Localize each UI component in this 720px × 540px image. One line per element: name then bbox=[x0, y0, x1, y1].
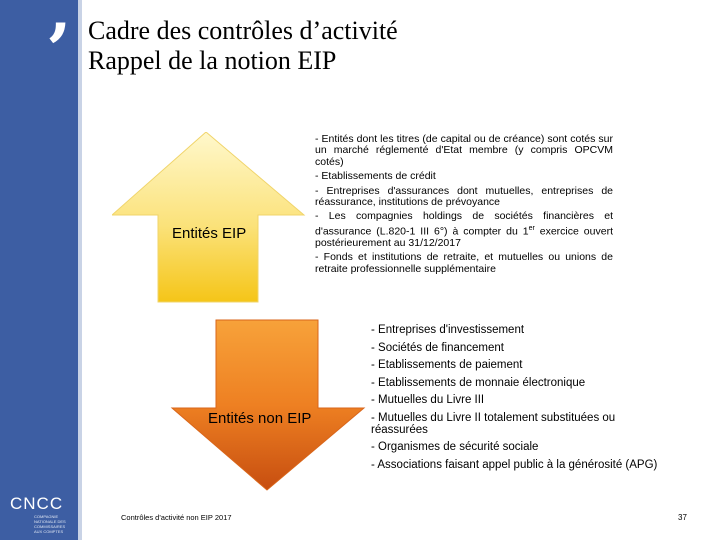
non-eip-list-item: - Entreprises d'investissement bbox=[371, 324, 525, 336]
eip-item-text: - Etablissements de crédit bbox=[315, 170, 436, 183]
logo-subtext: COMPAGNIE NATIONALE DES COMMISSAIRES AUX COMPTES bbox=[34, 514, 66, 534]
eip-item-text: - Fonds et institutions de retraite, et mutuelles ou unions de retraite professionnelle supplémentaire bbox=[315, 251, 613, 275]
eip-item-text-cont: exercice ouvert postérieurement au 31/12/2017 bbox=[315, 225, 613, 249]
sidebar-accent-strip bbox=[78, 0, 82, 540]
eip-list-item bbox=[315, 171, 613, 182]
down-arrow-label: Entités non EIP bbox=[208, 410, 312, 427]
non-eip-list-item: - Sociétés de financement bbox=[371, 341, 504, 354]
eip-item-text: - Entités dont les titres (de capital ou de créance) sont cotés sur un marché réglementé d'Etat membre (y compris OPCVM cotés) bbox=[315, 133, 613, 168]
cncc-logo bbox=[6, 494, 72, 534]
eip-item-text: - Entreprises d'assurances dont mutuelles, entreprises de réassurance, institutions de prévoyance bbox=[315, 184, 613, 209]
up-arrow-label: Entités EIP bbox=[172, 225, 247, 242]
title-line-1: Cadre des contrôles d’activité bbox=[88, 16, 398, 45]
eip-item-text: - Les compagnies holdings de sociétés financières et d'assurance (L.820-1 III 6°) à compter du 1 bbox=[315, 210, 613, 238]
eip-item-superscript: er bbox=[528, 224, 535, 232]
non-eip-list-item: - Mutuelles du Livre III bbox=[371, 394, 485, 406]
slide-title bbox=[88, 16, 398, 76]
down-arrow-icon bbox=[170, 318, 366, 492]
non-eip-list-item: - Organismes de sécurité sociale bbox=[371, 441, 539, 453]
footer-text: Contrôles d'activité non EIP 2017 bbox=[121, 513, 232, 522]
non-eip-entity-list bbox=[371, 324, 671, 476]
logo-text: CNCC bbox=[10, 494, 64, 513]
page-number: 37 bbox=[678, 513, 687, 522]
eip-list-item bbox=[315, 134, 613, 168]
eip-list-item bbox=[315, 211, 613, 249]
up-arrow-icon bbox=[112, 132, 310, 304]
title-line-2: Rappel de la notion EIP bbox=[88, 46, 337, 75]
quote-mark-icon: ’ bbox=[46, 7, 72, 92]
non-eip-list-item: - Etablissements de monnaie électronique bbox=[371, 376, 586, 389]
non-eip-list-item: - Mutuelles du Livre II totalement substituées ou réassurées bbox=[371, 411, 616, 436]
eip-entity-list bbox=[315, 134, 613, 278]
eip-list-item bbox=[315, 186, 613, 209]
eip-list-item bbox=[315, 252, 613, 275]
non-eip-list-item: - Associations faisant appel public à la générosité (APG) bbox=[371, 458, 658, 471]
non-eip-list-item: - Etablissements de paiement bbox=[371, 359, 523, 371]
